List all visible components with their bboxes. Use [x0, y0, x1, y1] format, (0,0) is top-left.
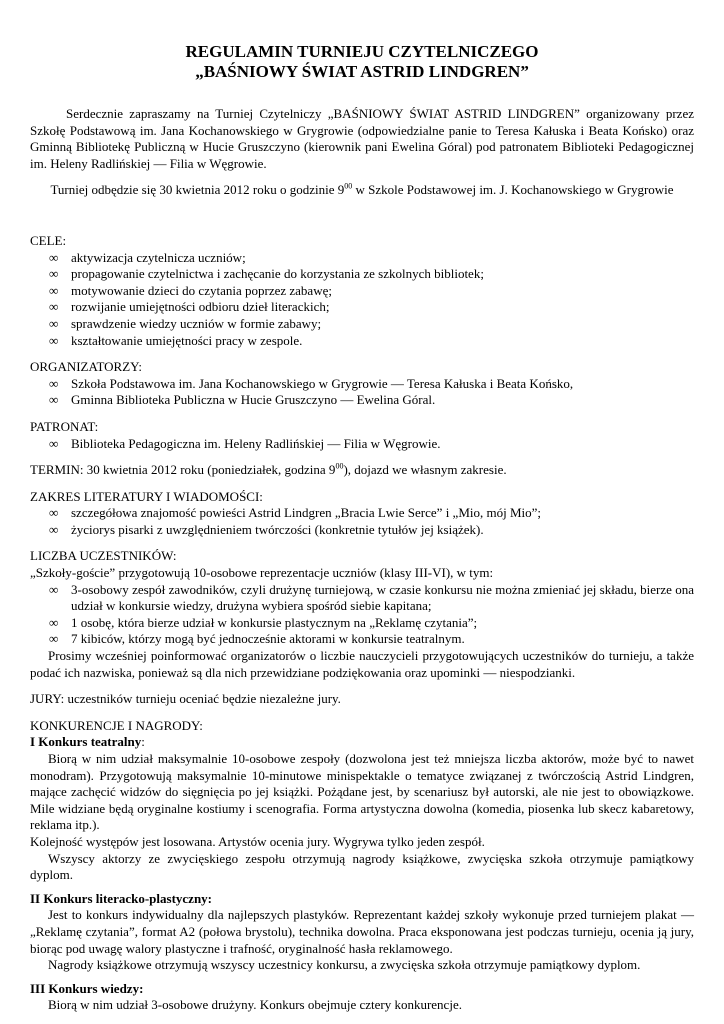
list-item: ∞ rozwijanie umiejętności odbioru dzieł literackich; — [49, 299, 330, 315]
list-item: ∞ Gminna Biblioteka Publiczna w Hucie Gruszczyno — Ewelina Góral. — [49, 392, 436, 408]
section-jury — [30, 691, 694, 708]
section-heading: PATRONAT: — [30, 418, 99, 434]
infinity-bullet-icon: ∞ — [49, 581, 59, 597]
konkurs-plastyczny-paragraph: Jest to konkurs indywidualny dla najlepszych plastyków. Reprezentant każdej szkoły wykonuje przed turniejem plakat — „Reklamę czytania”, format A2 (połowa brystolu), technika dowolna. Praca eksponowana jest podczas turnieju, ocenia ją jury, biorąc pod uwagę walory plastyczne i trafność, oryginalność hasła reklamowego. — [30, 907, 694, 956]
section-konkurencje — [30, 718, 694, 1014]
jury-text: JURY: uczestników turnieju oceniać będzie niezależne jury. — [30, 691, 341, 707]
zakres-list — [30, 505, 694, 538]
list-item: ∞ aktywizacja czytelnicza uczniów; — [49, 249, 246, 265]
infinity-bullet-icon: ∞ — [49, 375, 59, 391]
section-zakres — [30, 489, 694, 539]
list-item: ∞ szczegółowa znajomość powieści Astrid Lindgren „Bracia Lwie Serce” i „Mio, mój Mio”; — [49, 505, 542, 521]
event-info-place: w Szkole Podstawowej im. J. Kochanowskiego w Grygrowie — [352, 182, 674, 198]
infinity-bullet-icon: ∞ — [49, 435, 59, 451]
infinity-bullet-icon: ∞ — [49, 315, 59, 331]
liczba-list — [30, 582, 694, 648]
section-patronat — [30, 419, 694, 452]
section-heading: ORGANIZATORZY: — [30, 359, 142, 375]
section-heading: LICZBA UCZESTNIKÓW: — [30, 548, 177, 564]
infinity-bullet-icon: ∞ — [49, 631, 59, 647]
infinity-bullet-icon: ∞ — [49, 299, 59, 315]
konkurs-plastyczny-prizes: Nagrody książkowe otrzymują wszyscy uczestnicy konkursu, a zwycięska szkoła otrzymuje pamiątkowy dyplom. — [48, 957, 641, 973]
list-item: ∞ 7 kibiców, którzy mogą być jednocześnie aktorami w konkursie teatralnym. — [49, 631, 465, 647]
list-item: ∞ Biblioteka Pedagogiczna im. Heleny Radlińskiej — Filia w Węgrowie. — [49, 435, 441, 451]
list-item: ∞ Szkoła Podstawowa im. Jana Kochanowskiego w Grygrowie — Teresa Kałuska i Beata Końsko, — [49, 375, 574, 391]
section-cele — [30, 233, 694, 349]
infinity-bullet-icon: ∞ — [49, 392, 59, 408]
patronat-list — [30, 436, 694, 453]
konkurs-teatralny-paragraph: Biorą w nim udział maksymalnie 10-osobowe zespoły (dozwolona jest też mniejsza liczba aktorów, może być to nawet monodram). Przygotowują maksymalnie 10-minutowe minispektakle o tematyce związanej z twórczością Astrid Lindgren, mające zachęcić widzów do sięgnięcia po jej książki. Pożądane jest, by scenariusz był autorski, ale nie jest to obowiązkowe. Mile widziane będą oryginalne kostiumy i scenografia. Forma artystyczna dowolna (komedia, piosenka lub skecz kabaretowy, reklama itp.). — [30, 751, 694, 833]
section-heading: KONKURENCJE I NAGRODY: — [30, 717, 203, 733]
document-title-line-1: REGULAMIN TURNIEJU CZYTELNICZEGO — [185, 42, 539, 61]
list-item: ∞ 1 osobę, która bierze udział w konkursie plastycznym na „Reklamę czytania”; — [49, 614, 478, 630]
infinity-bullet-icon: ∞ — [49, 505, 59, 521]
section-termin — [30, 462, 694, 479]
list-item: ∞ sprawdzenie wiedzy uczniów w formie zabawy; — [49, 315, 322, 331]
section-organizatorzy — [30, 359, 694, 409]
termin-text: TERMIN: 30 kwietnia 2012 roku (poniedziałek, godzina $9^{00}$), dojazd we własnym zakresie. — [30, 461, 507, 478]
infinity-bullet-icon: ∞ — [49, 282, 59, 298]
konkurs-teatralny-prizes: Wszyscy aktorzy ze zwycięskiego zespołu otrzymują nagrody książkowe, zwycięska szkoła otrzymuje pamiątkowy dyplom. — [30, 850, 694, 883]
list-item: ∞ 3-osobowy zespół zawodników, czyli drużynę turniejową, w czasie konkursu nie można zmieniać jej składu, bierze ona udział w konkursie wiedzy, drużyna wybiera spośród siebie kapitana; — [49, 581, 694, 614]
event-info-text: Turniej odbędzie się 30 kwietnia 2012 roku o godzinie 9 — [50, 182, 345, 198]
konkurs-wiedzy-title: III Konkurs wiedzy: — [30, 980, 144, 996]
organizatorzy-list — [30, 376, 694, 409]
infinity-bullet-icon: ∞ — [49, 266, 59, 282]
liczba-note: Prosimy wcześniej poinformować organizatorów o liczbie nauczycieli przygotowujących uczestników do turnieju, a także podać ich nazwiska, ponieważ są dla nich przewidziane podziękowania oraz upominki — niespodzianki. — [30, 648, 694, 680]
liczba-lead: „Szkoły-goście” przygotowują 10-osobowe reprezentacje uczniów (klasy III-VI), w tym: — [30, 565, 494, 581]
infinity-bullet-icon: ∞ — [49, 521, 59, 537]
event-info — [30, 182, 694, 199]
infinity-bullet-icon: ∞ — [49, 614, 59, 630]
konkurs-wiedzy-paragraph: Biorą w nim udział 3-osobowe drużyny. Konkurs obejmuje cztery konkurencje. — [48, 997, 462, 1013]
konkurs-plastyczny-title: II Konkurs literacko-plastyczny: — [30, 890, 212, 906]
list-item: ∞ kształtowanie umiejętności pracy w zespole. — [49, 332, 303, 348]
infinity-bullet-icon: ∞ — [49, 249, 59, 265]
section-heading: ZAKRES LITERATURY I WIADOMOŚCI: — [30, 488, 263, 504]
list-item: ∞ propagowanie czytelnictwa i zachęcanie do korzystania ze szkolnych bibliotek; — [49, 266, 484, 282]
list-item: ∞ motywowanie dzieci do czytania poprzez zabawę; — [49, 282, 332, 298]
konkurs-teatralny-order: Kolejność występów jest losowana. Artystów ocenia jury. Wygrywa tylko jeden zespół. — [30, 833, 485, 849]
infinity-bullet-icon: ∞ — [49, 332, 59, 348]
list-item: ∞ życiorys pisarki z uwzględnieniem twórczości (konkretnie tytułów jej książek). — [49, 521, 484, 537]
document-title-line-2: „BAŚNIOWY ŚWIAT ASTRID LINDGREN” — [195, 62, 529, 81]
event-info-minutes: 00 — [344, 182, 353, 192]
section-liczba — [30, 548, 694, 681]
cele-list — [30, 250, 694, 350]
intro-paragraph: Serdecznie zapraszamy na Turniej Czytelniczy „BAŚNIOWY ŚWIAT ASTRID LINDGREN” organizowany przez Szkołę Podstawową im. Jana Kochanowskiego w Grygrowie (odpowiedzialne panie to Teresa Kałuska i Beata Końsko) oraz Gminną Bibliotekę Publiczną w Hucie Gruszczyno (kierownik pani Ewelina Góral) pod patronatem Biblioteki Pedagogicznej im. Heleny Radlińskiej — Filia w Węgrowie. — [30, 106, 694, 171]
konkurs-teatralny-title: I Konkurs teatralny: — [30, 734, 145, 750]
section-heading: CELE: — [30, 232, 67, 248]
